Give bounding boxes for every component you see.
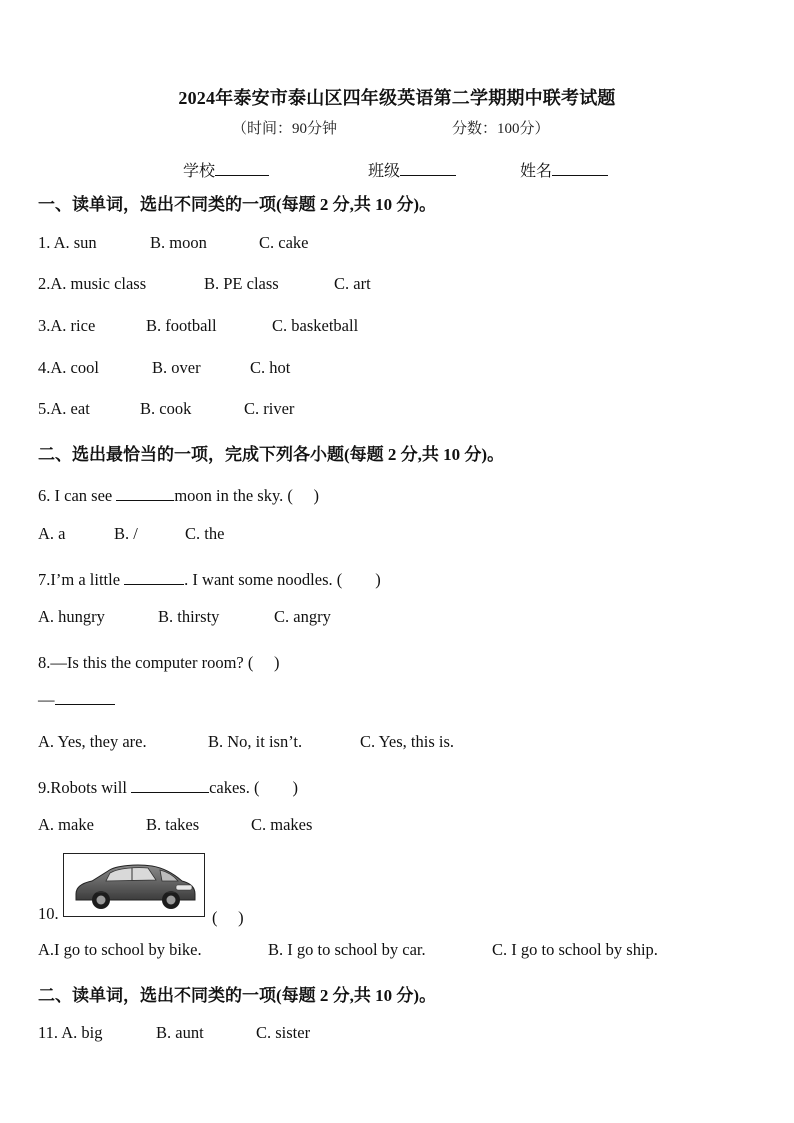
option-a: A. Yes, they are.	[38, 732, 147, 751]
question-6	[38, 482, 319, 506]
option-a: 4.A. cool	[38, 358, 99, 377]
question-10-number: 10.	[38, 904, 59, 923]
q7-stem-end: . I want some noodles. ( )	[184, 570, 381, 589]
name-blank[interactable]	[552, 161, 608, 176]
q8-blank[interactable]	[55, 690, 115, 705]
section-2-heading: 二、选出最恰当的一项，完成下列各小题(每题 2 分,共 10 分)。	[38, 445, 505, 464]
car-icon	[64, 854, 204, 916]
option-b: B. moon	[150, 233, 207, 252]
q6-stem-end: moon in the sky. ( )	[174, 486, 320, 505]
option-c: C. I go to school by ship.	[492, 940, 658, 959]
name-field	[520, 158, 608, 181]
option-c: C. art	[334, 274, 371, 293]
class-label: 班级	[368, 163, 401, 180]
option-a: A. make	[38, 815, 94, 834]
option-b: B. football	[146, 316, 217, 335]
option-c: C. river	[244, 399, 295, 418]
option-b: B. aunt	[156, 1023, 204, 1042]
option-b: B. takes	[146, 815, 200, 834]
school-blank[interactable]	[215, 161, 269, 176]
option-b: B. PE class	[204, 274, 279, 293]
question-7	[38, 566, 381, 590]
exam-time: （时间：90分钟	[232, 121, 338, 137]
option-c: C. hot	[250, 358, 291, 377]
name-label: 姓名	[520, 163, 553, 180]
option-b: B. over	[152, 358, 201, 377]
section-3-heading: 二、读单词，选出不同类的一项(每题 2 分,共 10 分)。	[38, 986, 437, 1005]
option-b: B. /	[114, 524, 138, 543]
exam-score: 分数：100分）	[452, 121, 550, 137]
option-a: A. hungry	[38, 607, 105, 626]
q7-stem-start: 7.I’m a little	[38, 570, 121, 589]
option-a: 3.A. rice	[38, 316, 96, 335]
q8-dash: —	[38, 690, 55, 709]
option-a: 5.A. eat	[38, 399, 90, 418]
q9-stem-start: 9.Robots will	[38, 778, 127, 797]
option-b: B. thirsty	[158, 607, 220, 626]
option-a: 2.A. music class	[38, 274, 147, 293]
q9-stem-end: cakes. ( )	[209, 778, 298, 797]
option-b: B. I go to school by car.	[268, 940, 426, 959]
q7-blank[interactable]	[124, 570, 184, 585]
option-c: C. basketball	[272, 316, 359, 335]
school-label: 学校	[183, 163, 216, 180]
option-c: C. angry	[274, 607, 331, 626]
page-title: 2024年泰安市泰山区四年级英语第二学期期中联考试题	[178, 88, 616, 108]
option-b: B. cook	[140, 399, 192, 418]
q9-blank[interactable]	[131, 778, 209, 793]
q6-blank[interactable]	[116, 486, 174, 501]
question-8-answer-line	[38, 690, 115, 710]
car-picture	[63, 853, 205, 917]
class-field	[368, 158, 456, 181]
option-c: C. makes	[251, 815, 313, 834]
option-c: C. Yes, this is.	[360, 732, 454, 751]
class-blank[interactable]	[400, 161, 456, 176]
option-c: C. sister	[256, 1023, 311, 1042]
option-c: C. the	[185, 524, 225, 543]
option-a: A.I go to school by bike.	[38, 940, 202, 959]
option-a: 1. A. sun	[38, 233, 97, 252]
option-c: C. cake	[259, 233, 309, 252]
question-9	[38, 774, 298, 798]
option-a: 11. A. big	[38, 1023, 103, 1042]
question-10-bracket: ( )	[212, 908, 244, 927]
option-a: A. a	[38, 524, 66, 543]
school-field	[183, 158, 269, 181]
section-1-heading: 一、读单词，选出不同类的一项(每题 2 分,共 10 分)。	[38, 195, 437, 214]
question-8: 8.—Is this the computer room? ( )	[38, 653, 280, 672]
q6-stem-start: 6. I can see	[38, 486, 113, 505]
option-b: B. No, it isn’t.	[208, 732, 303, 751]
